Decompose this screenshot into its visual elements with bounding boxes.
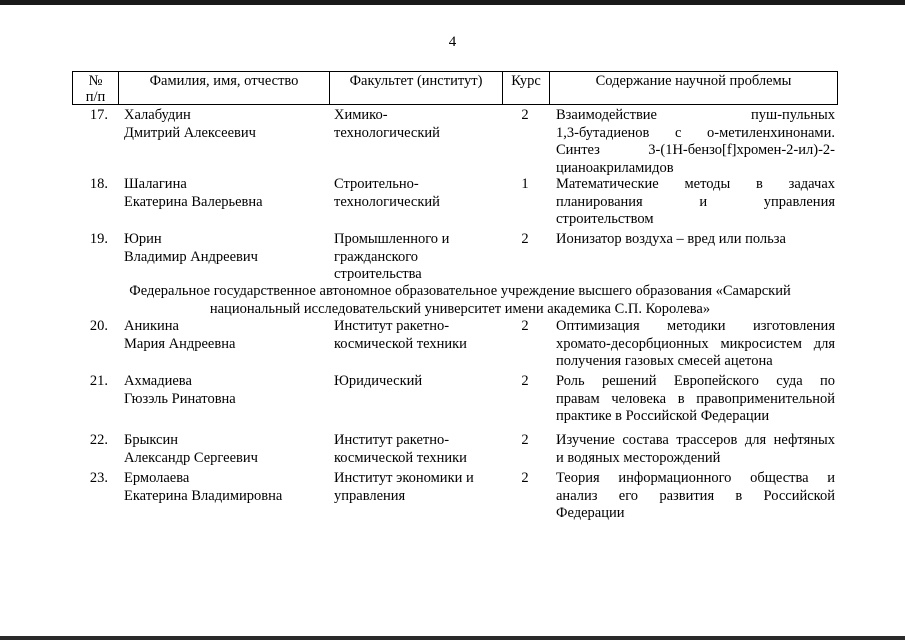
- header-faculty: Факультет (институт): [329, 72, 502, 104]
- topic-line: Синтез 3-(1Н-бензо[f]хромен-2-ил)-2-: [556, 142, 835, 158]
- student-name: [124, 176, 329, 211]
- given-names: Александр Сергеевич: [124, 449, 258, 466]
- given-names: Гюзэль Ринатовна: [124, 390, 236, 407]
- faculty-line: Институт ракетно-: [334, 432, 450, 448]
- faculty-line: Химико-: [334, 107, 388, 123]
- row-number: 21.: [89, 373, 108, 389]
- topic-line: цианоакриламидов: [556, 159, 674, 176]
- bottom-border: [0, 636, 905, 640]
- topic-line: Математические методы в задачах: [556, 176, 835, 192]
- topic-line: планирования и управления: [556, 193, 835, 210]
- row-number: 22.: [89, 432, 108, 448]
- row-number: 20.: [89, 318, 108, 334]
- given-names: Мария Андреевна: [124, 335, 236, 352]
- header-course: Курс: [502, 72, 549, 104]
- course: 2: [521, 318, 529, 334]
- faculty-line: технологический: [334, 193, 440, 210]
- surname: Халабудин: [124, 107, 191, 123]
- faculty-line: космической техники: [334, 335, 467, 352]
- topic-line: Взаимодействие пуш-пульных: [556, 107, 835, 123]
- research-topic: [556, 373, 835, 426]
- topic-line: хромато-десорбционных микросистем для: [556, 335, 835, 352]
- student-name: [124, 432, 329, 467]
- research-topic: [556, 318, 835, 371]
- faculty-line: строительства: [334, 266, 422, 282]
- surname: Ермолаева: [124, 470, 190, 486]
- topic-line: правам человека в правоприменительной: [556, 390, 835, 407]
- topic-line: Ионизатор воздуха – вред или польза: [556, 231, 786, 247]
- header-num-line2: п/п: [85, 89, 106, 105]
- top-border: [0, 0, 905, 5]
- course: 2: [521, 470, 529, 486]
- topic-line: получения газовых смесей ацетона: [556, 353, 773, 369]
- student-name: [124, 470, 329, 505]
- research-topic: [556, 176, 835, 229]
- topic-line: анализ его развития в Российской: [556, 487, 835, 504]
- given-names: Владимир Андреевич: [124, 248, 258, 265]
- student-name: [124, 231, 329, 266]
- student-name: [124, 107, 329, 142]
- given-names: Екатерина Валерьевна: [124, 193, 263, 210]
- faculty-line: технологический: [334, 124, 440, 141]
- student-name: [124, 373, 329, 408]
- faculty-line: гражданского: [334, 248, 419, 265]
- course: 2: [521, 107, 529, 123]
- faculty: [334, 176, 499, 211]
- surname: Аникина: [124, 318, 179, 334]
- research-topic: [556, 231, 835, 249]
- research-topic: [556, 432, 835, 467]
- course: 2: [521, 231, 529, 247]
- research-topic: [556, 470, 835, 523]
- surname: Брыксин: [124, 432, 178, 448]
- page-number: 4: [448, 34, 457, 50]
- faculty-line: космической техники: [334, 449, 467, 466]
- org-heading-line: национальный исследовательский университет имени академика С.П. Королева»: [209, 300, 711, 317]
- organization-heading: [90, 283, 830, 318]
- topic-line: и водяных месторождений: [556, 449, 721, 466]
- research-topic: [556, 107, 835, 177]
- faculty-line: Промышленного и: [334, 231, 450, 247]
- row-number: 17.: [89, 107, 108, 123]
- row-number: 23.: [89, 470, 108, 486]
- header-num-line1: №: [88, 73, 103, 89]
- student-name: [124, 318, 329, 353]
- faculty: [334, 107, 499, 142]
- topic-line: Изучение состава трассеров для нефтяных: [556, 432, 835, 448]
- topic-line: строительством: [556, 211, 654, 227]
- faculty-line: Строительно-: [334, 176, 419, 192]
- surname: Ахмадиева: [124, 373, 192, 389]
- faculty-line: управления: [334, 487, 406, 504]
- table-header: [72, 71, 838, 105]
- faculty: [334, 432, 499, 467]
- course: 2: [521, 373, 529, 389]
- given-names: Екатерина Владимировна: [124, 487, 283, 504]
- header-topic: Содержание научной проблемы: [549, 72, 837, 104]
- header-name: Фамилия, имя, отчество: [118, 72, 329, 104]
- given-names: Дмитрий Алексеевич: [124, 124, 256, 141]
- topic-line: Федерации: [556, 505, 625, 521]
- topic-line: Теория информационного общества и: [556, 470, 835, 486]
- topic-line: 1,3-бутадиенов с о-метиленхинонами.: [556, 124, 835, 141]
- surname: Юрин: [124, 231, 162, 247]
- faculty-line: Институт экономики и: [334, 470, 474, 486]
- course: 1: [521, 176, 529, 192]
- header-num: [73, 72, 118, 104]
- surname: Шалагина: [124, 176, 187, 192]
- faculty: [334, 470, 499, 505]
- course: 2: [521, 432, 529, 448]
- topic-line: Роль решений Европейского суда по: [556, 373, 835, 389]
- faculty: [334, 231, 499, 284]
- topic-line: Оптимизация методики изготовления: [556, 318, 835, 334]
- faculty: [334, 373, 499, 391]
- org-heading-line: Федеральное государственное автономное образовательное учреждение высшего образования «Самарский: [129, 283, 791, 299]
- faculty-line: Юридический: [334, 373, 423, 389]
- topic-line: практике в Российской Федерации: [556, 408, 770, 424]
- faculty: [334, 318, 499, 353]
- row-number: 19.: [89, 231, 108, 247]
- faculty-line: Институт ракетно-: [334, 318, 450, 334]
- row-number: 18.: [89, 176, 108, 192]
